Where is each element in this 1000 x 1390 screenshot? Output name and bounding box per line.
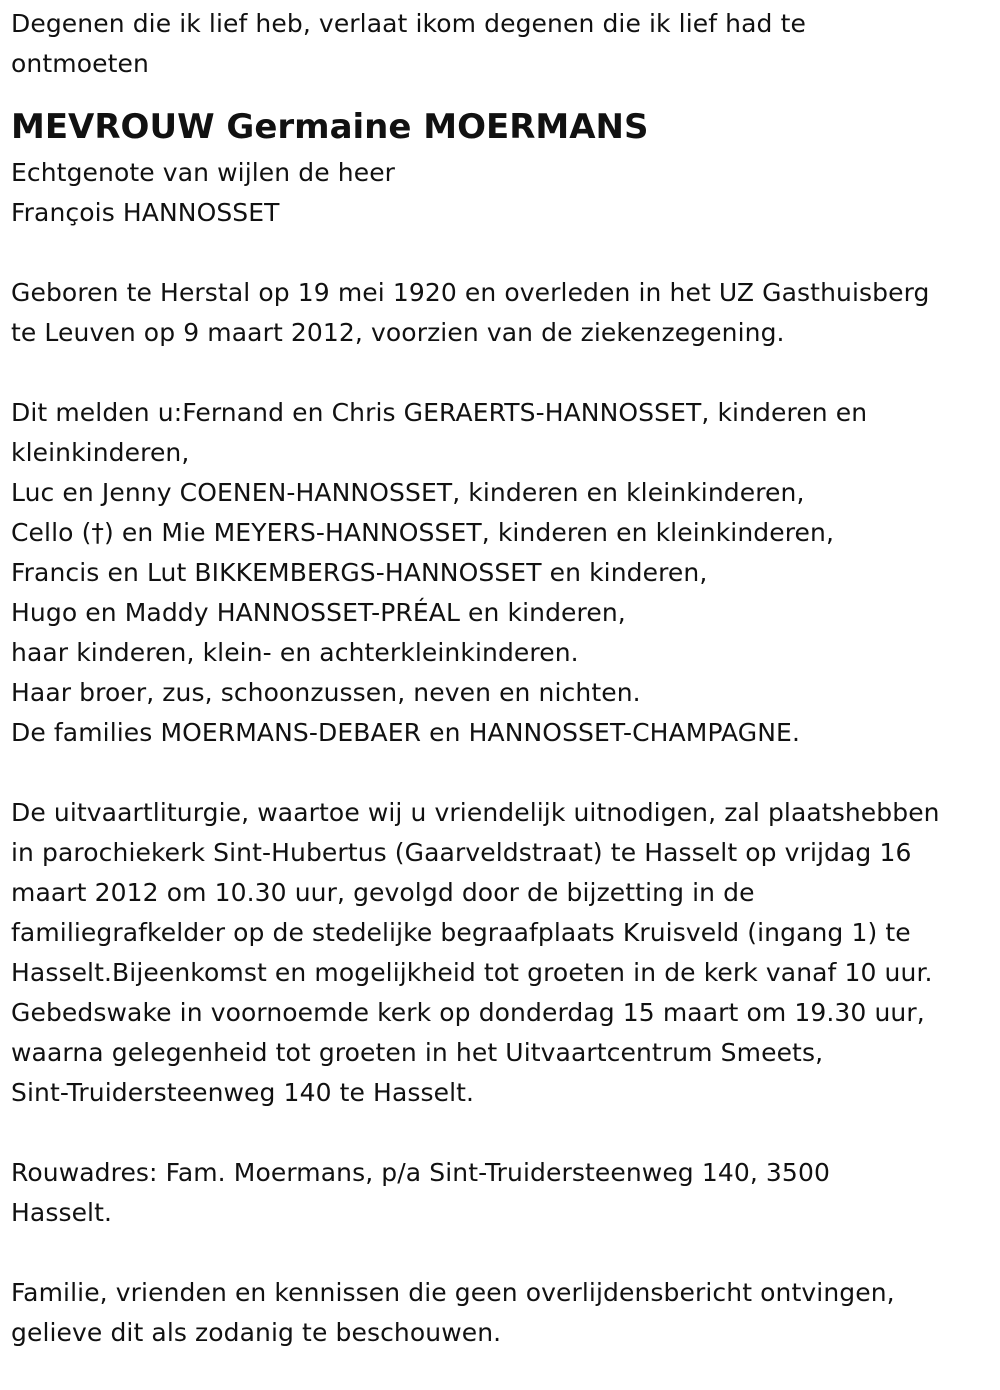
funeral-line-7: waarna gelegenheid tot groeten in het Uitvaartcentrum Smeets,	[11, 1038, 824, 1067]
closing-section	[11, 1273, 1000, 1353]
family-section	[11, 393, 1000, 753]
family-line-2: kleinkinderen,	[11, 438, 190, 467]
family-line-8: Haar broer, zus, schoonzussen, neven en nichten.	[11, 678, 641, 707]
closing-line-1: Familie, vrienden en kennissen die geen overlijdensbericht ontvingen,	[11, 1278, 895, 1307]
intro-line-2: ontmoeten	[11, 49, 149, 78]
intro-line-1: Degenen die ik lief heb, verlaat ikom degenen die ik lief had te	[11, 9, 806, 38]
mourning-address-section	[11, 1153, 1000, 1233]
birth-death-section	[11, 273, 1000, 353]
funeral-section	[11, 793, 1000, 1113]
birth-line-1: Geboren te Herstal op 19 mei 1920 en overleden in het UZ Gasthuisberg	[11, 278, 930, 307]
address-line-1: Rouwadres: Fam. Moermans, p/a Sint-Truidersteenweg 140, 3500	[11, 1158, 830, 1187]
family-line-4: Cello (†) en Mie MEYERS-HANNOSSET, kinderen en kleinkinderen,	[11, 518, 835, 547]
family-line-5: Francis en Lut BIKKEMBERGS-HANNOSSET en kinderen,	[11, 558, 708, 587]
funeral-line-3: maart 2012 om 10.30 uur, gevolgd door de bijzetting in de	[11, 878, 755, 907]
spouse-section	[11, 153, 1000, 233]
family-line-7: haar kinderen, klein- en achterkleinkinderen.	[11, 638, 579, 667]
deceased-name-title: MEVROUW Germaine MOERMANS	[11, 107, 649, 147]
funeral-line-1: De uitvaartliturgie, waartoe wij u vriendelijk uitnodigen, zal plaatshebben	[11, 798, 940, 827]
family-line-6: Hugo en Maddy HANNOSSET-PRÉAL en kinderen,	[11, 598, 626, 627]
family-line-1: Dit melden u:Fernand en Chris GERAERTS-HANNOSSET, kinderen en	[11, 398, 868, 427]
family-line-3: Luc en Jenny COENEN-HANNOSSET, kinderen en kleinkinderen,	[11, 478, 805, 507]
closing-line-2: gelieve dit als zodanig te beschouwen.	[11, 1318, 502, 1347]
address-line-2: Hasselt.	[11, 1198, 113, 1227]
birth-line-2: te Leuven op 9 maart 2012, voorzien van de ziekenzegening.	[11, 318, 785, 347]
funeral-line-8: Sint-Truidersteenweg 140 te Hasselt.	[11, 1078, 475, 1107]
funeral-line-2: in parochiekerk Sint-Hubertus (Gaarveldstraat) te Hasselt op vrijdag 16	[11, 838, 912, 867]
family-line-9: De families MOERMANS-DEBAER en HANNOSSET-CHAMPAGNE.	[11, 718, 800, 747]
intro-quote	[11, 4, 1000, 84]
funeral-line-4: familiegrafkelder op de stedelijke begraafplaats Kruisveld (ingang 1) te	[11, 918, 911, 947]
spouse-line-1: Echtgenote van wijlen de heer	[11, 158, 396, 187]
spouse-line-2: François HANNOSSET	[11, 198, 280, 227]
funeral-line-5: Hasselt.Bijeenkomst en mogelijkheid tot groeten in de kerk vanaf 10 uur.	[11, 958, 933, 987]
funeral-line-6: Gebedswake in voornoemde kerk op donderdag 15 maart om 19.30 uur,	[11, 998, 925, 1027]
